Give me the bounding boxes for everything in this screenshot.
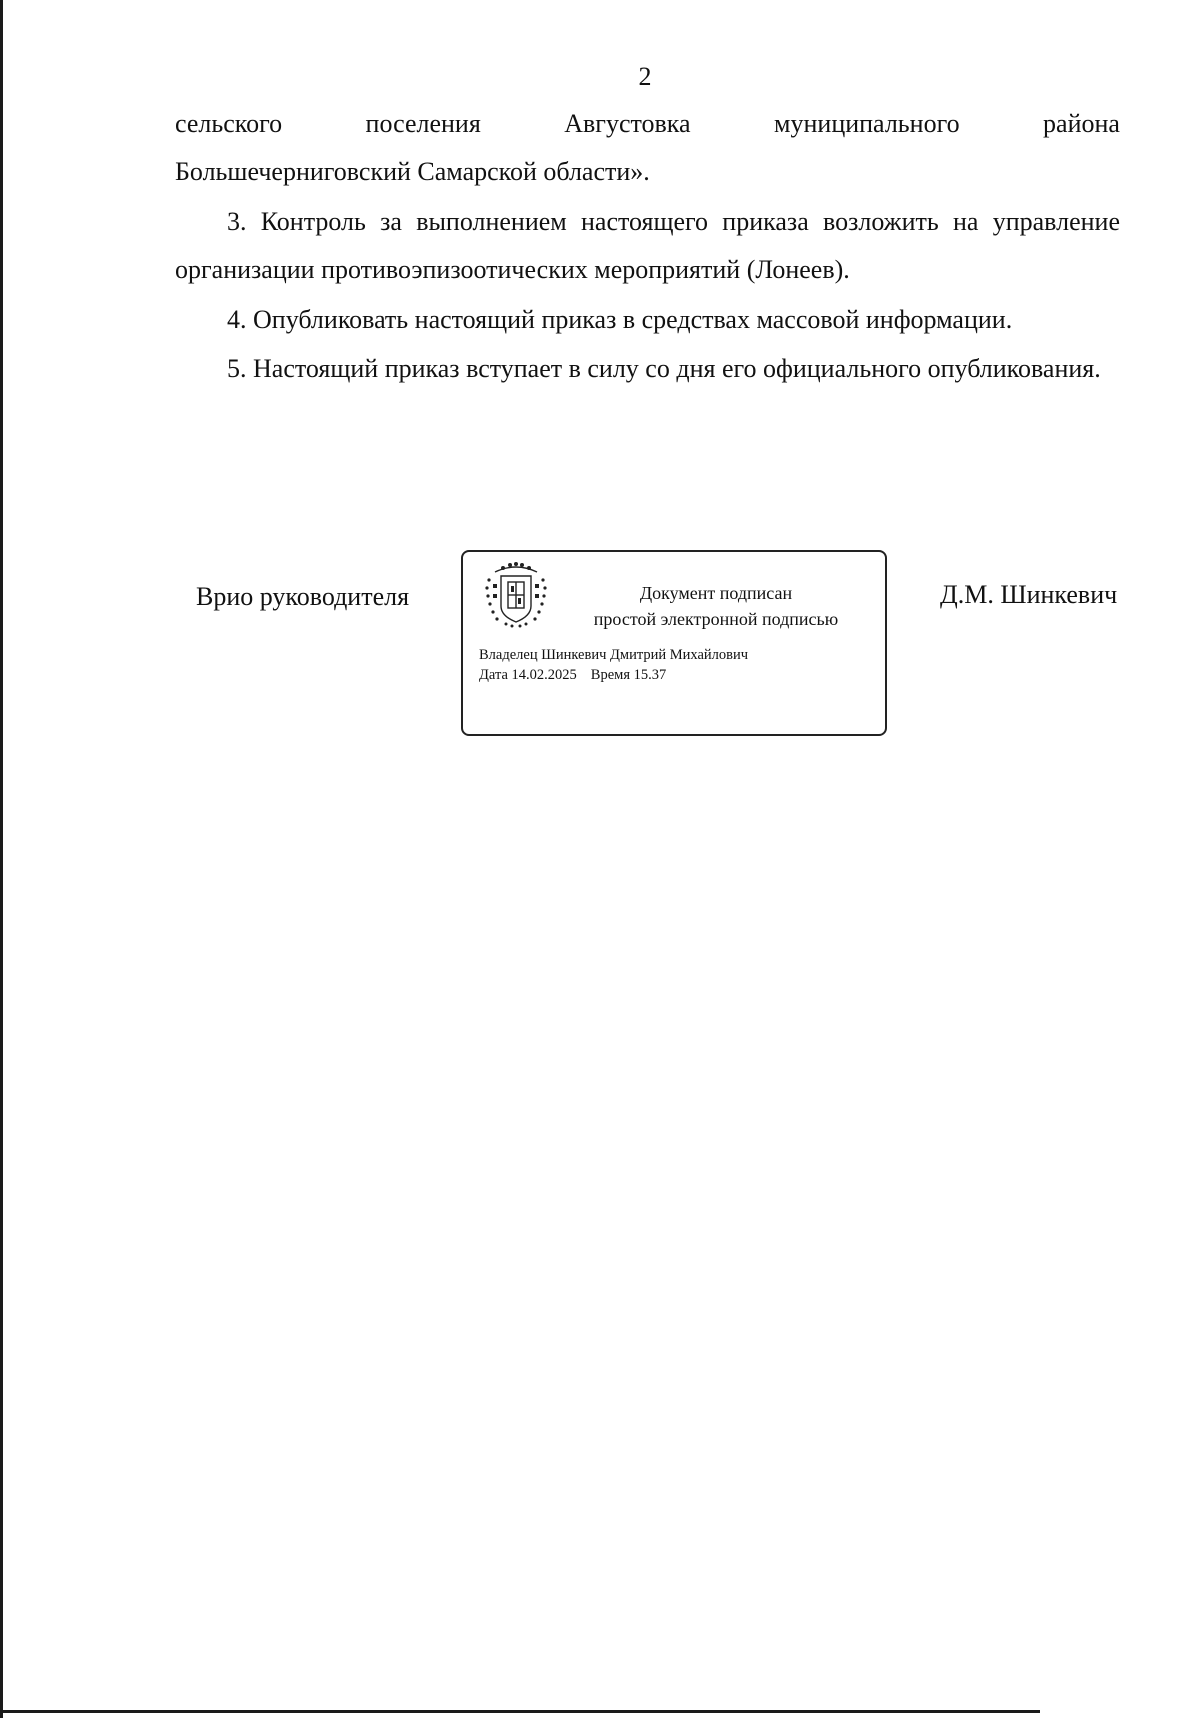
stamp-title-line-2: простой электронной подписью bbox=[593, 609, 839, 629]
page-left-edge bbox=[0, 0, 3, 1718]
word: Августовка bbox=[564, 109, 691, 138]
stamp-time: Время 15.37 bbox=[590, 667, 667, 683]
word: района bbox=[1043, 109, 1120, 138]
paragraph-5: 5. Настоящий приказ вступает в силу со дня его официального опубликования. bbox=[227, 354, 1101, 383]
stamp-title-line-1: Документ подписан bbox=[639, 583, 793, 603]
word: поселения bbox=[365, 109, 481, 138]
page-bottom-edge bbox=[0, 1710, 1040, 1713]
paragraph-3-block bbox=[175, 198, 1120, 294]
electronic-signature-stamp bbox=[461, 550, 887, 736]
paragraph-5-block bbox=[175, 345, 1120, 393]
word: сельского bbox=[175, 109, 283, 138]
stamp-date-time bbox=[479, 665, 666, 685]
position-title: Врио руководителя bbox=[196, 582, 410, 611]
signatory-name: Д.М. Шинкевич bbox=[940, 580, 1118, 609]
paragraph-4-block bbox=[175, 296, 1120, 344]
paragraph-1 bbox=[175, 100, 1120, 196]
stamp-title bbox=[559, 580, 873, 632]
page-number: 2 bbox=[638, 62, 652, 91]
stamp-owner: Владелец Шинкевич Дмитрий Михайлович bbox=[479, 647, 749, 663]
paragraph-1-line-1 bbox=[175, 100, 1120, 148]
paragraph-4: 4. Опубликовать настоящий приказ в средствах массовой информации. bbox=[227, 305, 1013, 334]
word: муниципального bbox=[774, 109, 960, 138]
coat-of-arms-emblem-icon bbox=[481, 562, 551, 630]
paragraph-1-line-2: Большечерниговский Самарской области». bbox=[175, 157, 650, 186]
stamp-date: Дата 14.02.2025 bbox=[479, 667, 577, 683]
paragraph-3: 3. Контроль за выполнением настоящего приказа возложить на управление организации противоэпизоотических мероприятий (Лонеев). bbox=[175, 207, 1120, 284]
